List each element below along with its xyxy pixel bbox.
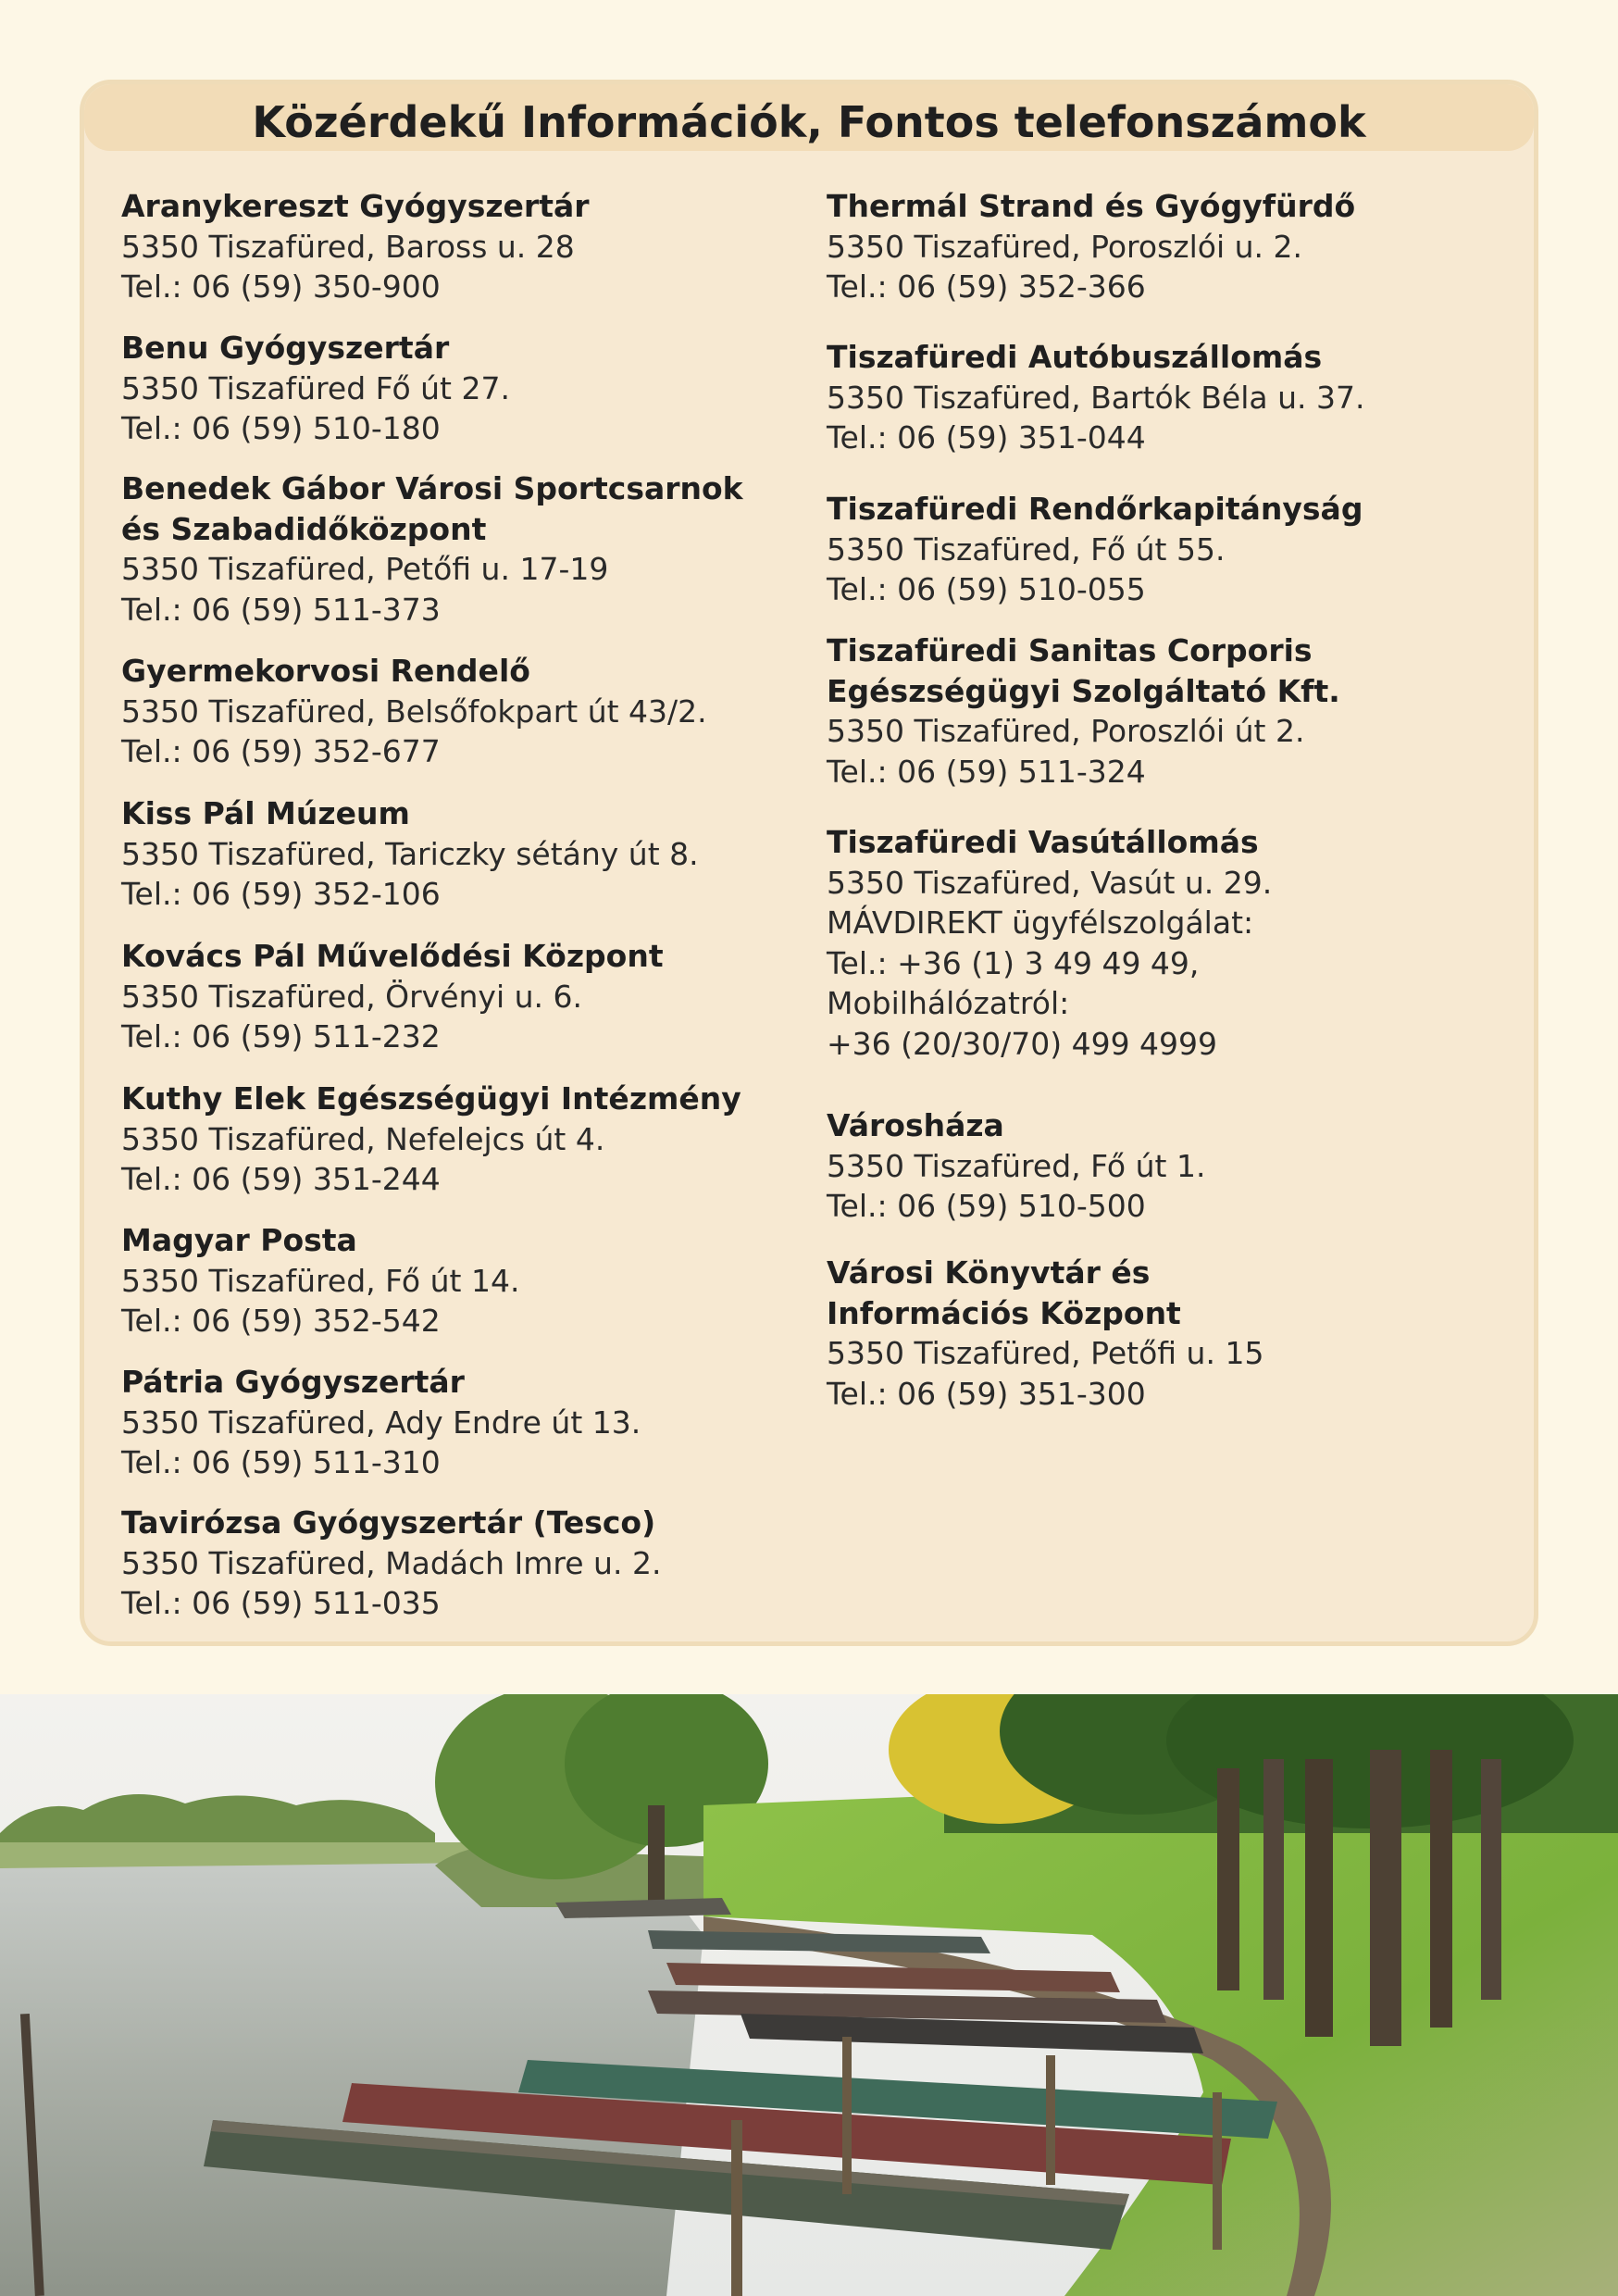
detail-line: 5350 Tiszafüred, Petőfi u. 15 (827, 1335, 1264, 1371)
detail-line: 5350 Tiszafüred, Poroszlói u. 2. (827, 228, 1302, 265)
phone-line: Tel.: 06 (59) 511-324 (827, 753, 1146, 790)
detail-line: 5350 Tiszafüred, Ady Endre út 13. (121, 1404, 641, 1441)
entry-name: Információs Központ (827, 1294, 1181, 1331)
contact-entry (121, 1362, 825, 1483)
entry-name: Pátria Gyógyszertár (121, 1364, 465, 1400)
contact-entry (121, 1079, 825, 1200)
contact-entry (121, 651, 825, 772)
entry-name: Tavirózsa Gyógyszertár (Tesco) (121, 1504, 656, 1541)
detail-line: 5350 Tiszafüred, Fő út 55. (827, 530, 1226, 568)
contact-entry (827, 1105, 1530, 1227)
contact-entry (121, 186, 825, 307)
contact-entry (121, 793, 825, 915)
entry-name: Kovács Pál Művelődési Központ (121, 938, 664, 974)
detail-line: 5350 Tiszafüred, Poroszlói út 2. (827, 713, 1305, 749)
entry-name: Tiszafüredi Sanitas Corporis (827, 632, 1313, 668)
phone-line: Tel.: 06 (59) 511-035 (121, 1585, 441, 1621)
entry-name: Gyermekorvosi Rendelő (121, 653, 530, 689)
lakeside-boats-photo (0, 1694, 1618, 2296)
phone-line: Tel.: 06 (59) 510-055 (827, 571, 1146, 607)
info-box (80, 80, 1538, 1646)
contact-entry (121, 328, 825, 449)
phone-line: Tel.: 06 (59) 351-300 (827, 1375, 1146, 1412)
contact-entry (121, 936, 825, 1057)
entry-name: Városi Könyvtár és (827, 1254, 1151, 1291)
entry-name: Benu Gyógyszertár (121, 330, 450, 366)
phone-line: Tel.: 06 (59) 352-677 (121, 733, 441, 769)
phone-line: Tel.: 06 (59) 352-106 (121, 876, 441, 912)
detail-line: 5350 Tiszafüred, Bartók Béla u. 37. (827, 379, 1365, 416)
detail-line: 5350 Tiszafüred, Belsőfokpart út 43/2. (121, 693, 707, 730)
detail-line: 5350 Tiszafüred, Vasút u. 29. (827, 864, 1273, 901)
entry-name: Thermál Strand és Gyógyfürdő (827, 188, 1356, 224)
detail-line: 5350 Tiszafüred, Örvényi u. 6. (121, 978, 582, 1015)
detail-line: 5350 Tiszafüred, Fő út 1. (827, 1147, 1206, 1184)
contact-entry (827, 822, 1530, 1064)
phone-line: Tel.: 06 (59) 351-244 (121, 1161, 441, 1197)
phone-line: +36 (20/30/70) 499 4999 (827, 1025, 1218, 1062)
entry-name: és Szabadidőközpont (121, 510, 487, 547)
phone-line: Tel.: 06 (59) 352-542 (121, 1303, 441, 1339)
contact-entry (121, 468, 825, 630)
contact-entry (827, 1253, 1530, 1414)
phone-line: Tel.: 06 (59) 350-900 (121, 268, 441, 305)
contact-entry (121, 1503, 825, 1624)
phone-line: Tel.: 06 (59) 511-310 (121, 1444, 441, 1480)
phone-line: Tel.: 06 (59) 510-500 (827, 1188, 1146, 1224)
detail-line: Mobilhálózatról: (827, 985, 1070, 1021)
phone-line: Tel.: 06 (59) 351-044 (827, 419, 1146, 455)
entry-name: Benedek Gábor Városi Sportcsarnok (121, 470, 743, 506)
detail-line: 5350 Tiszafüred, Tariczky sétány út 8. (121, 835, 699, 872)
phone-line: Tel.: 06 (59) 511-373 (121, 591, 441, 628)
contact-entry (827, 489, 1530, 610)
entry-name: Egészségügyi Szolgáltató Kft. (827, 672, 1340, 709)
phone-line: Tel.: 06 (59) 511-232 (121, 1018, 441, 1054)
contact-entry (827, 337, 1530, 458)
entry-name: Aranykereszt Gyógyszertár (121, 188, 590, 224)
entry-name: Tiszafüredi Autóbuszállomás (827, 339, 1323, 375)
entry-name: Városháza (827, 1107, 1004, 1143)
phone-line: Tel.: +36 (1) 3 49 49 49, (827, 944, 1200, 981)
detail-line: 5350 Tiszafüred Fő út 27. (121, 369, 510, 406)
contact-entry (827, 630, 1530, 792)
phone-line: Tel.: 06 (59) 352-366 (827, 268, 1146, 305)
detail-line: 5350 Tiszafüred, Nefelejcs út 4. (121, 1120, 605, 1157)
page-title: Közérdekű Információk, Fontos telefonszámok (252, 97, 1366, 147)
contact-entry (827, 186, 1530, 307)
entry-name: Kuthy Elek Egészségügyi Intézmény (121, 1080, 741, 1117)
detail-line: 5350 Tiszafüred, Fő út 14. (121, 1262, 520, 1299)
detail-line: 5350 Tiszafüred, Petőfi u. 17-19 (121, 551, 609, 587)
detail-line: 5350 Tiszafüred, Madách Imre u. 2. (121, 1544, 662, 1581)
detail-line: MÁVDIREKT ügyfélszolgálat: (827, 905, 1254, 941)
detail-line: 5350 Tiszafüred, Baross u. 28 (121, 228, 575, 265)
phone-line: Tel.: 06 (59) 510-180 (121, 410, 441, 446)
entry-name: Tiszafüredi Vasútállomás (827, 824, 1259, 860)
contact-entry (121, 1220, 825, 1341)
entry-name: Kiss Pál Múzeum (121, 795, 410, 831)
entry-name: Magyar Posta (121, 1222, 357, 1258)
entry-name: Tiszafüredi Rendőrkapitányság (827, 491, 1363, 527)
